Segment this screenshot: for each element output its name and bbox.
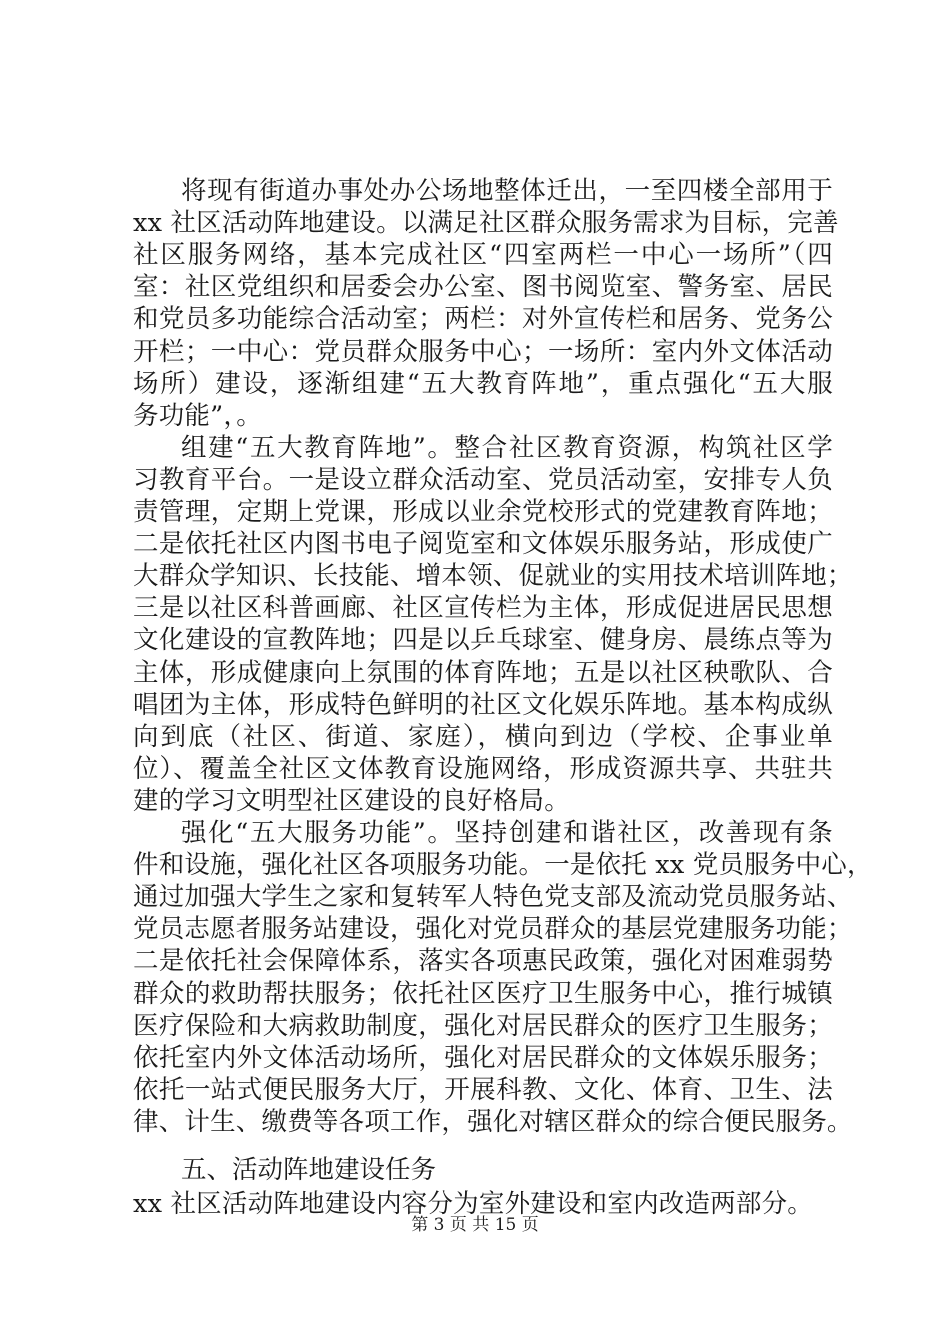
paragraph-2-line-11: 位）、覆盖全社区文体教育设施网络，形成资源共享、共驻共 [133,754,833,784]
paragraph-1-line-3: 社区服务网络，基本完成社区“四室两栏一中心一场所”（四 [133,240,833,270]
paragraph-3-line-6: 群众的救助帮扶服务；依托社区医疗卫生服务中心，推行城镇 [133,979,833,1009]
paragraph-3-line-7: 医疗保险和大病救助制度，强化对居民群众的医疗卫生服务； [133,1011,833,1041]
paragraph-2-line-3: 责管理，定期上党课，形成以业余党校形式的党建教育阵地； [133,497,833,527]
paragraph-2-line-9: 唱团为主体，形成特色鲜明的社区文化娱乐阵地。基本构成纵 [133,690,833,720]
paragraph-3-line-1: 强化“五大服务功能”。坚持创建和谐社区，改善现有条 [181,818,833,848]
paragraph-1-line-2: xx 社区活动阵地建设。以满足社区群众服务需求为目标，完善 [133,208,839,238]
paragraph-2-line-1: 组建“五大教育阵地”。整合社区教育资源，构筑社区学 [181,433,833,463]
paragraph-2-line-10: 向到底（社区、街道、家庭），横向到边（学校、企事业单 [133,722,833,752]
paragraph-3-line-2: 件和设施，强化社区各项服务功能。一是依托 xx 党员服务中心， [133,850,873,880]
paragraph-3-line-5: 二是依托社会保障体系，落实各项惠民政策，强化对困难弱势 [133,946,833,976]
paragraph-2-line-2: 习教育平台。一是设立群众活动室、党员活动室，安排专人负 [133,465,833,495]
paragraph-1-line-6: 开栏；一中心：党员群众服务中心；一场所：室内外文体活动 [133,337,833,367]
paragraph-2-line-7: 文化建设的宣教阵地；四是以乒乓球室、健身房、晨练点等为 [133,625,833,655]
paragraph-2-line-4: 二是依托社区内图书电子阅览室和文体娱乐服务站，形成使广 [133,529,833,559]
paragraph-3-line-4: 党员志愿者服务站建设，强化对党员群众的基层党建服务功能； [133,914,853,944]
paragraph-1-line-4: 室：社区党组织和居委会办公室、图书阅览室、警务室、居民 [133,272,833,302]
paragraph-3-line-3: 通过加强大学生之家和复转军人特色党支部及流动党员服务站、 [133,882,853,912]
paragraph-3-line-8: 依托室内外文体活动场所，强化对居民群众的文体娱乐服务； [133,1043,833,1073]
paragraph-3-line-10: 律、计生、缴费等各项工作，强化对辖区群众的综合便民服务。 [133,1107,853,1137]
paragraph-1-line-1: 将现有街道办事处办公场地整体迁出，一至四楼全部用于 [181,176,833,206]
section-heading: 五、活动阵地建设任务 [181,1155,437,1185]
paragraph-1-line-7: 场所）建设，逐渐组建“五大教育阵地”，重点强化“五大服 [133,369,833,399]
paragraph-3-line-9: 依托一站式便民服务大厅，开展科教、文化、体育、卫生、法 [133,1075,833,1105]
paragraph-2-line-5: 大群众学知识、长技能、增本领、促就业的实用技术培训阵地； [133,561,853,591]
section-text: xx 社区活动阵地建设内容分为室外建设和室内改造两部分。 [133,1189,813,1219]
paragraph-1-line-8: 务功能”，。 [133,401,262,431]
paragraph-2-line-6: 三是以社区科普画廊、社区宣传栏为主体，形成促进居民思想 [133,593,833,623]
paragraph-2-line-8: 主体，形成健康向上氛围的体育阵地；五是以社区秧歌队、合 [133,658,833,688]
paragraph-1-line-5: 和党员多功能综合活动室；两栏：对外宣传栏和居务、党务公 [133,304,833,334]
paragraph-2-line-12: 建的学习文明型社区建设的良好格局。 [133,786,570,816]
page-number-footer: 第 3 页 共 15 页 [411,1215,539,1235]
